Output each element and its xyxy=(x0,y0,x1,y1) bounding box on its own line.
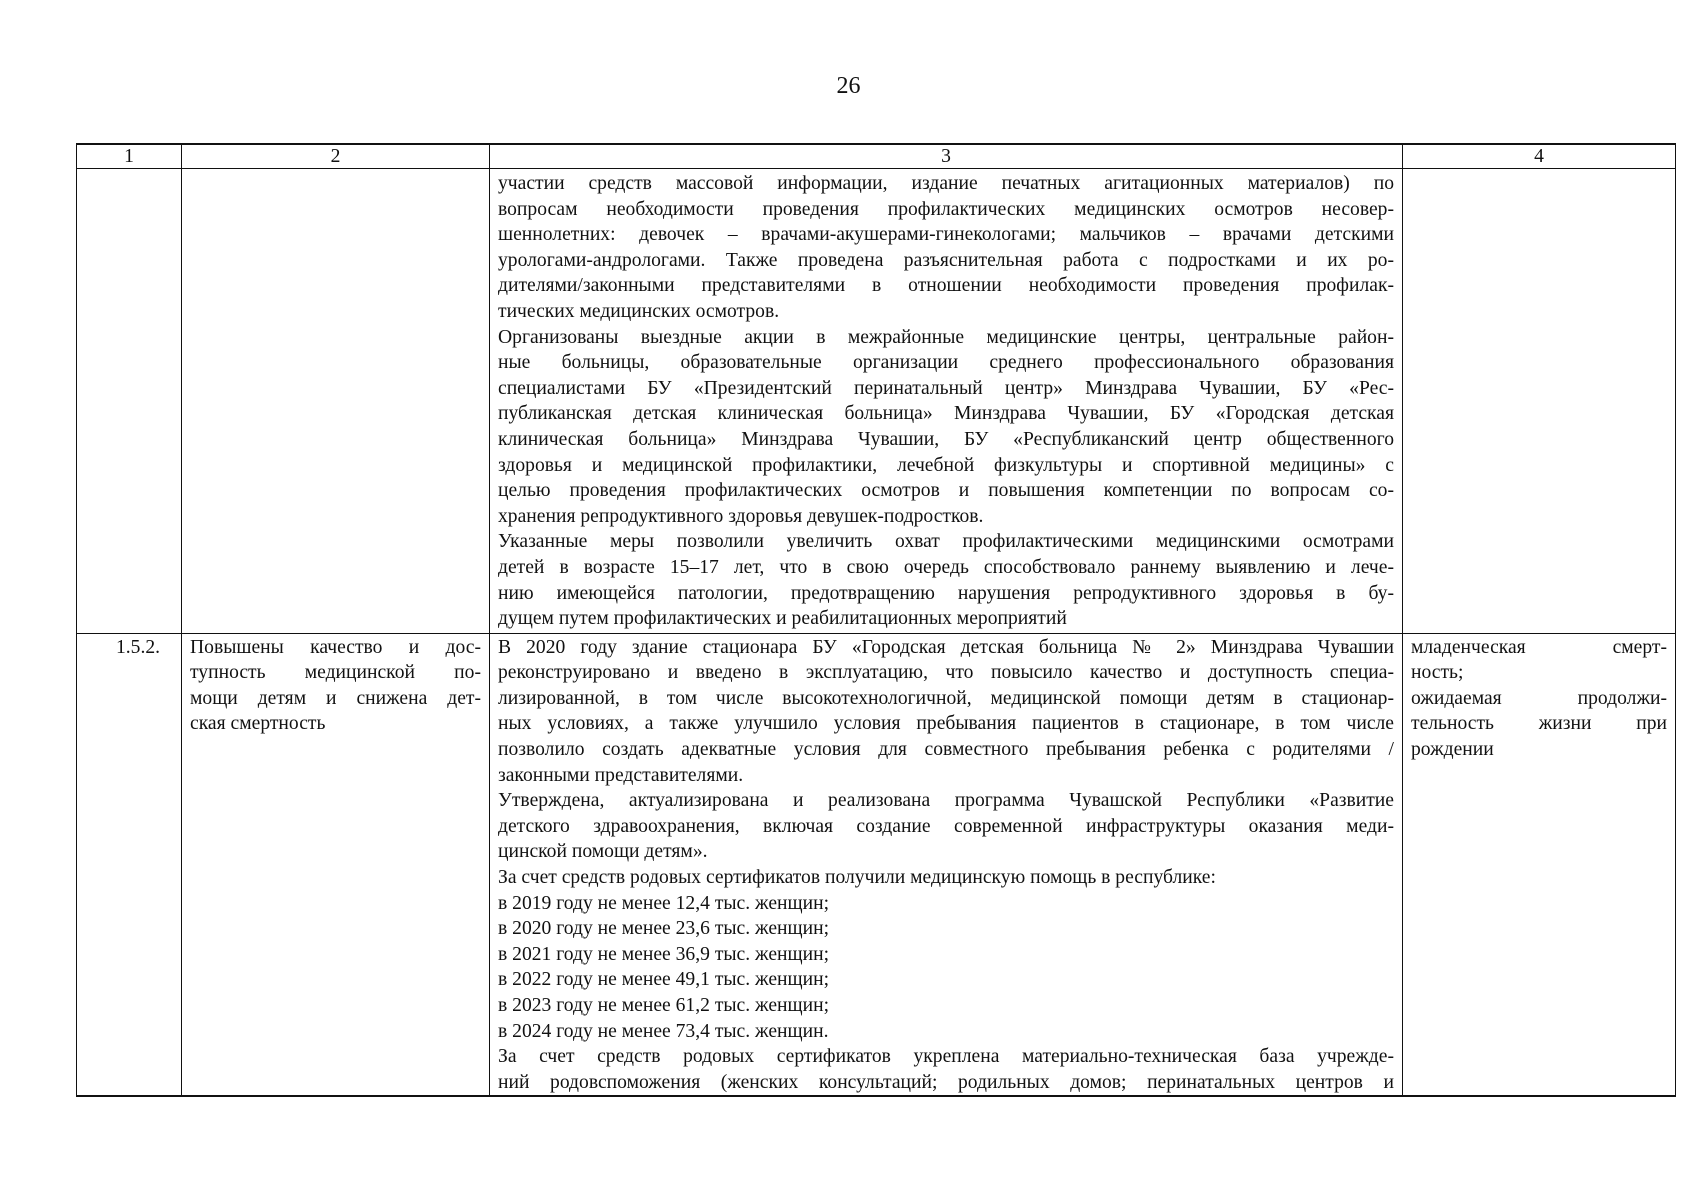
text-line: шеннолетних: девочек – врачами-акушерами-гинекологами; мальчиков – врачами детскими xyxy=(498,224,1394,246)
header-col-1: 1 xyxy=(77,144,182,169)
report-table xyxy=(76,143,1676,1097)
table-row xyxy=(77,633,1676,1096)
text-line: ний родовспоможения (женских консультаций; родильных домов; перинатальных центров и xyxy=(498,1071,1394,1093)
text-line: нию имеющейся патологии, предотвращению нарушения репродуктивного здоровья в бу- xyxy=(498,582,1394,604)
row-number-cell xyxy=(77,169,182,634)
goal-cell xyxy=(182,633,490,1096)
row-number-cell xyxy=(77,633,182,1096)
text-line: хранения репродуктивного здоровья девушек-подростков. xyxy=(498,505,984,527)
text-line: тических медицинских осмотров. xyxy=(498,300,780,322)
text-line: специалистами БУ «Президентский перинатальный центр» Минздрава Чувашии, БУ «Рес- xyxy=(498,377,1394,399)
text-line: Повышены качество и дос- xyxy=(190,636,481,658)
details-text xyxy=(498,635,1394,1096)
indicators-cell xyxy=(1403,169,1676,634)
text-line: в 2023 году не менее 61,2 тыс. женщин; xyxy=(498,995,830,1016)
text-line: участии средств массовой информации, издание печатных агитационных материалов) по xyxy=(498,173,1394,194)
text-line: публиканская детская клиническая больница» Минздрава Чувашии, БУ «Городская детская xyxy=(498,403,1394,425)
text-line: в 2021 году не менее 36,9 тыс. женщин; xyxy=(498,943,830,965)
header-col-2: 2 xyxy=(182,144,490,169)
text-line: Утверждена, актуализирована и реализована программа Чувашской Республики «Развитие xyxy=(498,790,1394,812)
text-line: дителями/законными представителями в отношении необходимости проведения профилак- xyxy=(498,275,1394,297)
text-line: мощи детям и снижена дет- xyxy=(190,687,481,709)
indicators-cell xyxy=(1403,633,1676,1096)
text-line: ных условиях, а также улучшило условия пребывания пациентов в стационаре, в том числе xyxy=(498,713,1394,735)
text-line: законными представителями. xyxy=(498,764,744,786)
page-number: 26 xyxy=(836,73,861,99)
details-cell xyxy=(490,633,1403,1096)
row-number: 1.5.2. xyxy=(115,636,161,658)
text-line: реконструировано и введено в эксплуатацию, что повысило качество и доступность специа- xyxy=(498,662,1394,684)
text-line: Организованы выездные акции в межрайонные медицинские центры, центральные район- xyxy=(498,326,1394,348)
text-line: тупность медицинской по- xyxy=(190,662,481,684)
table-header-row xyxy=(77,144,1676,169)
details-text xyxy=(498,171,1394,632)
text-line: в 2024 году не менее 73,4 тыс. женщин. xyxy=(498,1020,829,1042)
text-line: ные больницы, образовательные организации среднего профессионального образования xyxy=(498,352,1394,374)
text-line: лизированной, в том числе высокотехнологичной, медицинской помощи детям в стационар- xyxy=(498,687,1394,709)
text-line: ожидаемая продолжи- xyxy=(1411,687,1667,709)
text-line: Указанные меры позволили увеличить охват профилактическими медицинскими осмотрами xyxy=(498,531,1394,553)
text-line: в 2020 году не менее 23,6 тыс. женщин; xyxy=(498,918,830,940)
text-line: вопросам необходимости проведения профилактических медицинских осмотров несовер- xyxy=(498,198,1394,220)
text-line: целью проведения профилактических осмотров и повышения компетенции по вопросам со- xyxy=(498,480,1394,502)
text-line: в 2022 году не менее 49,1 тыс. женщин; xyxy=(498,969,830,991)
text-line: В 2020 году здание стационара БУ «Городская детская больница № 2» Минздрава Чувашии xyxy=(498,636,1394,658)
text-line: тельность жизни при xyxy=(1411,713,1667,735)
details-cell xyxy=(490,169,1403,634)
text-line: ская смертность xyxy=(190,713,326,735)
text-line: младенческая смерт- xyxy=(1411,636,1667,658)
goal-cell xyxy=(182,169,490,634)
text-line: ность; xyxy=(1411,662,1464,684)
header-col-3: 3 xyxy=(490,144,1403,169)
text-line: детей в возрасте 15–17 лет, что в свою очередь способствовало раннему выявлению и лече- xyxy=(498,556,1394,578)
text-line: в 2019 году не менее 12,4 тыс. женщин; xyxy=(498,892,830,914)
text-line: урологами-андрологами. Также проведена разъяснительная работа с подростками и их ро- xyxy=(498,249,1394,271)
table-row xyxy=(77,169,1676,634)
text-line: дущем путем профилактических и реабилитационных мероприятий xyxy=(498,608,1067,630)
text-line: рождении xyxy=(1411,739,1494,761)
text-line: За счет средств родовых сертификатов укреплена материально-техническая база учрежде- xyxy=(498,1046,1394,1068)
text-line: детского здравоохранения, включая создание современной инфраструктуры оказания меди- xyxy=(498,815,1394,837)
text-line: За счет средств родовых сертификатов получили медицинскую помощь в республике: xyxy=(498,867,1216,889)
text-line: здоровья и медицинской профилактики, лечебной физкультуры и спортивной медицины» с xyxy=(498,454,1394,476)
header-col-4: 4 xyxy=(1403,144,1676,169)
text-line: клиническая больница» Минздрава Чувашии, БУ «Республиканский центр общественного xyxy=(498,428,1394,450)
text-line: цинской помощи детям». xyxy=(498,841,708,863)
text-line: позволило создать адекватные условия для совместного пребывания ребенка с родителями / xyxy=(498,739,1394,761)
